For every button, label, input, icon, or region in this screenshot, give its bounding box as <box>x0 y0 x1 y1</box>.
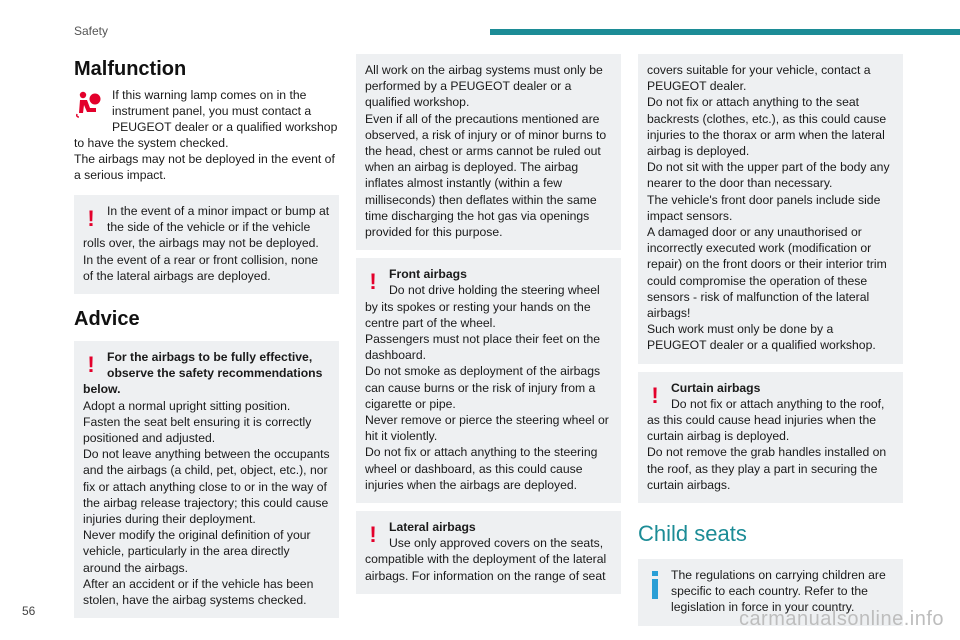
curtain-line: Do not fix or attach anything to the roof, as this could cause head injuries when the curtain airbag is deployed. <box>647 396 885 444</box>
warning-text-1: In the event of a minor impact or bump at the side of the vehicle or if the vehicle rolls over, the airbags may not be deployed. <box>83 204 330 251</box>
lateral-continued-box <box>638 54 903 364</box>
curtain-airbags-title: Curtain airbags <box>671 380 761 395</box>
column-1 <box>74 54 339 626</box>
front-line: Do not smoke as deployment of the airbags can cause burns or the risk of injury from a cigarette or pipe. <box>365 364 601 411</box>
front-line: Passengers must not place their feet on the dashboard. <box>365 332 601 363</box>
malfunction-heading: Malfunction <box>74 58 187 80</box>
box-line: A damaged door or any unauthorised or incorrectly executed work (modification or repair) on the front doors or their interior trim could compromise the operation of these sensors - risk of malfunction of the lateral airbags! <box>647 225 887 321</box>
advice-intro: For the airbags to be fully effective, observe the safety recommendations below. <box>83 350 323 397</box>
front-line: Do not fix or attach anything to the steering wheel or dashboard, as this could cause injuries when the airbags are deployed. <box>365 445 598 492</box>
malfunction-warning-box <box>74 195 339 294</box>
advice-heading: Advice <box>74 308 140 331</box>
lateral-airbags-title: Lateral airbags <box>389 520 476 535</box>
advice-line: Fasten the seat belt ensuring it is correctly positioned and adjusted. <box>83 414 312 446</box>
column-3 <box>638 54 903 634</box>
box-line: All work on the airbag systems must only be performed by a PEUGEOT dealer or a qualified workshop. <box>365 63 603 110</box>
header-section-label: Safety <box>74 24 109 38</box>
front-line: Do not drive holding the steering wheel by its spokes or resting your hands on the centre part of the wheel. <box>365 283 600 330</box>
front-line: Never remove or pierce the steering wheel or hit it violently. <box>365 413 609 444</box>
advice-line: After an accident or if the vehicle has been stolen, have the airbag systems checked. <box>83 576 314 608</box>
lateral-airbags-box <box>356 511 621 594</box>
malfunction-text-2: The airbags may not be deployed in the event of a serious impact. <box>74 152 335 182</box>
curtain-line: Do not remove the grab handles installed on the roof, as they play a part in securing the curtain airbags. <box>647 445 887 492</box>
exclamation-icon: ! <box>87 352 95 378</box>
exclamation-icon: ! <box>369 269 377 295</box>
lateral-text: Use only approved covers on the seats, compatible with the deployment of the lateral airbags. For information on the range of seat <box>365 536 607 583</box>
warning-text-2: In the event of a rear or front collision, none of the lateral airbags are deployed. <box>83 252 319 283</box>
column-2 <box>356 54 621 602</box>
curtain-airbags-box <box>638 372 903 503</box>
child-info-text: The regulations on carrying children are specific to each country. Refer to the legislation in force in your country. <box>671 568 886 615</box>
exclamation-icon: ! <box>87 206 95 231</box>
airbag-warning-lamp-icon <box>74 89 104 119</box>
advice-line: Never modify the original definition of your vehicle, particularly in the area directly around the airbags. <box>83 528 311 575</box>
exclamation-icon: ! <box>651 382 659 408</box>
advice-box <box>74 341 339 618</box>
box-line: Do not fix or attach anything to the seat backrests (clothes, etc.), as this could cause injuries to the thorax or arm when the lateral airbag is deployed. <box>647 95 887 159</box>
advice-line: Adopt a normal upright sitting position. <box>83 398 291 413</box>
front-airbags-box <box>356 258 621 503</box>
malfunction-paragraph <box>74 87 339 183</box>
box-line: The vehicle's front door panels include side impact sensors. <box>647 192 881 223</box>
watermark: carmanualsonline.info <box>738 608 944 630</box>
box-line: Do not sit with the upper part of the body any nearer to the door than necessary. <box>647 160 890 191</box>
info-icon <box>649 571 661 601</box>
advice-line: Do not leave anything between the occupants and the airbags (a child, pet, object, etc.), nor fix or attach anything close to or in the way of the airbag release trajectory; this could cause injuries during their deployment. <box>83 447 330 527</box>
page-number: 56 <box>22 604 36 618</box>
box-line: covers suitable for your vehicle, contact a PEUGEOT dealer. <box>647 63 871 94</box>
airbag-work-box <box>356 54 621 250</box>
malfunction-text-1: If this warning lamp comes on in the instrument panel, you must contact a PEUGEOT dealer or a qualified workshop to have the system checked. <box>74 88 338 150</box>
exclamation-icon: ! <box>369 522 377 548</box>
front-airbags-title: Front airbags <box>389 267 467 282</box>
header-accent-bar <box>490 29 960 35</box>
box-line: Such work must only be done by a PEUGEOT dealer or a qualified workshop. <box>647 322 876 353</box>
box-line: Even if all of the precautions mentioned are observed, a risk of injury or of minor burns to the head, chest or arms cannot be ruled out when an airbag is deployed. The airbag inflates almost instantly (within a few milliseconds) then deflates within the same time discharging the hot gas via openings provided for this purpose. <box>365 111 607 240</box>
child-seats-heading: Child seats <box>638 521 747 547</box>
